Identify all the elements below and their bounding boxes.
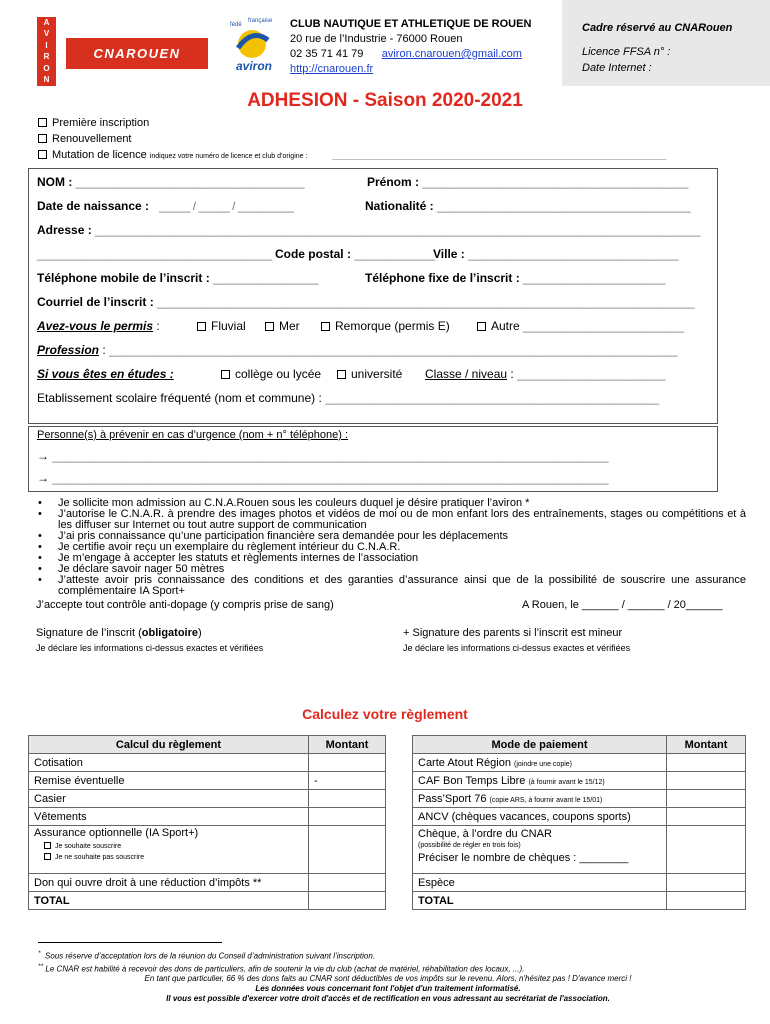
total-cell[interactable] (667, 892, 746, 910)
option-label: Mutation de licence (52, 149, 147, 161)
row-hint: (copie ARS, à fournir avant le 15/01) (489, 796, 603, 804)
table-row (413, 808, 746, 826)
club-name: CLUB NAUTIQUE ET ATHLETIQUE DE ROUEN (290, 18, 532, 30)
logo-letter: A (43, 17, 50, 27)
profession-label: Profession (37, 343, 100, 357)
option-label: Première inscription (52, 117, 150, 129)
declaration-item: • Je m’engage à accepter les statuts et règlements internes de l’association (36, 553, 746, 564)
naissance-field[interactable]: Date de naissance : _____ / _____ / _________ (37, 199, 294, 213)
ffa-logo (224, 14, 280, 74)
footnote-3: En tant que particulier, 66 % des dons faits au CNAR sont déductibles de vos impôts sur le revenu. Alors, n'hésitez pas ! D'avance merci ! (144, 974, 632, 984)
option-first[interactable] (38, 115, 666, 131)
paiement-table (412, 735, 746, 910)
paiement-header: Mode de paiement (413, 736, 667, 754)
row-label: Remise éventuelle (29, 772, 309, 790)
cheques-count-field[interactable]: Préciser le nombre de chèques : ________ (418, 852, 629, 864)
aviron-logo-strip (37, 17, 56, 86)
checkbox[interactable] (265, 322, 274, 331)
tel-mobile-label: Téléphone mobile de l’inscrit : (37, 271, 210, 285)
declaration-item: • Je sollicite mon admission au C.N.A.Rouen sous les couleurs duquel je désire pratiquer l’aviron * (36, 498, 746, 509)
etudes-label: Si vous êtes en études : (37, 367, 174, 381)
amount-cell[interactable] (309, 874, 386, 892)
footnote-2: ** Le CNAR est habilité à recevoir des dons de particuliers, afin de soutenir la vie du club (achat de matériel, réhabilitation des locaux, ...). (38, 962, 525, 974)
ffa-text-2: française (248, 18, 273, 24)
row-label: CAF Bon Temps Libre (418, 774, 526, 787)
ville-label: Ville : (433, 247, 465, 261)
etudes-option-label: collège ou lycée (235, 367, 322, 381)
permis-option-label: Remorque (permis E) (335, 319, 450, 333)
etudes-option-label: université (351, 367, 403, 381)
signature-parents[interactable]: + Signature des parents si l’inscrit est mineur (403, 627, 623, 639)
ville-field[interactable]: Ville : __________________________________ (433, 247, 679, 261)
checkbox[interactable] (321, 322, 330, 331)
row-label: ANCV (chèques vacances, coupons sports) (413, 808, 667, 826)
assurance-no[interactable] (44, 852, 303, 863)
classe-label: Classe / niveau (425, 367, 508, 381)
amount-cell[interactable] (309, 826, 386, 874)
emergency-label-text: Personne(s) à prévenir en cas d’urgence (nom + n° téléphone) : (37, 429, 349, 441)
amount-cell[interactable] (667, 874, 746, 892)
reserved-licence: Licence FFSA n° : (582, 46, 671, 58)
courriel-field[interactable]: Courriel de l’inscrit : _______________________________________________________________________________________ (37, 295, 695, 309)
table-row (413, 874, 746, 892)
row-label: Espèce (413, 874, 667, 892)
checkbox[interactable] (44, 842, 51, 849)
signature-label-end: ) (198, 627, 202, 639)
total-cell[interactable] (309, 892, 386, 910)
nom-field[interactable]: NOM : _____________________________________ (37, 175, 305, 189)
permis-option-label: Autre (491, 319, 520, 333)
declaration-item: • Je déclare savoir nager 50 mètres (36, 564, 746, 575)
amount-cell[interactable] (309, 754, 386, 772)
declaration-item: • J’autorise le C.N.A.R. à prendre des images photos et vidéos de moi ou de mon enfant lors des entraînements, stages ou compétitions et à les diffuser sur Internet ou tout autre support de communication (36, 509, 746, 531)
amount-cell[interactable]: - (309, 772, 386, 790)
permis-option-label: Mer (279, 319, 300, 333)
club-email-link[interactable]: aviron.cnarouen@gmail.com (381, 48, 522, 60)
reserved-title: Cadre réservé au CNARouen (582, 22, 733, 34)
registration-options (38, 115, 666, 165)
tel-mobile-field[interactable]: Téléphone mobile de l’inscrit : _________________ (37, 271, 319, 285)
declaration-item: • Je certifie avoir reçu un exemplaire du règlement intérieur du C.N.A.R. (36, 542, 746, 553)
nationalite-label: Nationalité : (365, 199, 434, 213)
row-label: Casier (29, 790, 309, 808)
prenom-label: Prénom : (367, 175, 420, 189)
profession-field[interactable]: Profession : ____________________________________________________________________________________________ (37, 343, 678, 357)
option-label: Renouvellement (52, 133, 132, 145)
cp-label: Code postal : (274, 247, 351, 261)
permis-remorque[interactable] (321, 319, 450, 333)
arrow-icon: → (37, 449, 49, 463)
table-row (413, 790, 746, 808)
table-row (413, 892, 746, 910)
logo-letter: R (43, 52, 50, 62)
row-label: Cotisation (29, 754, 309, 772)
declare-parents: Je déclare les informations ci-dessus exactes et vérifiées (403, 643, 631, 653)
etudes-field (37, 367, 174, 381)
checkbox[interactable] (38, 150, 47, 159)
amount-cell[interactable] (309, 808, 386, 826)
tel-fixe-field[interactable]: Téléphone fixe de l’inscrit : _______________________ (365, 271, 666, 285)
assurance-yes[interactable] (44, 841, 303, 852)
footnote-1: * Sous réserve d’acceptation lors de la réunion du Conseil d’administration suivant l’inscription. (38, 950, 375, 961)
table-row (29, 808, 386, 826)
dopage-text: J’accepte tout contrôle anti-dopage (y compris prise de sang) (36, 599, 334, 611)
checkbox[interactable] (221, 370, 230, 379)
reserved-box (562, 0, 770, 86)
tel-fixe-label: Téléphone fixe de l’inscrit : (365, 271, 520, 285)
declaration-item: • J’ai pris connaissance qu’une participation financière sera demandée pour les déplacements (36, 531, 746, 542)
checkbox[interactable] (477, 322, 486, 331)
logo-letter: O (43, 63, 50, 73)
club-phone: 02 35 71 41 79 (290, 48, 364, 60)
etudes-universite[interactable] (337, 367, 402, 381)
row-label: Vêtements (29, 808, 309, 826)
row-label: Chèque, à l’ordre du CNAR (418, 828, 552, 840)
permis-fluvial[interactable] (197, 319, 246, 333)
footnotes (38, 949, 738, 1004)
amount-cell[interactable] (309, 790, 386, 808)
declare-inscrit: Je déclare les informations ci-dessus exactes et vérifiées (36, 643, 264, 653)
signature-label: Signature de l’inscrit ( (36, 627, 142, 639)
naissance-label: Date de naissance : (37, 199, 150, 213)
permis-colon: : (153, 319, 160, 333)
montant-header: Montant (667, 736, 746, 754)
total-label: TOTAL (29, 892, 309, 910)
total-label: TOTAL (413, 892, 667, 910)
row-label: Don qui ouvre droit à une réduction d’impôts ** (29, 874, 309, 892)
table-row (413, 772, 746, 790)
footnote-4: Les données vous concernant font l'objet d'un traitement informatisé. (255, 984, 521, 994)
classe-field[interactable]: Classe / niveau : ________________________ (425, 367, 666, 381)
identity-box (28, 168, 718, 424)
amount-cell[interactable] (667, 790, 746, 808)
checkbox[interactable] (38, 118, 47, 127)
permis-option-label: Fluvial (211, 319, 246, 333)
table-row (29, 892, 386, 910)
club-info (290, 17, 531, 77)
montant-header: Montant (309, 736, 386, 754)
assurance-option-label: Je souhaite souscrire (55, 843, 122, 850)
option-mutation[interactable] (38, 147, 666, 165)
signature-required: obligatoire (141, 627, 199, 639)
assurance-label: Assurance optionnelle (IA Sport+) (34, 827, 199, 839)
etudes-college[interactable] (221, 367, 321, 381)
etablissement-label: Etablissement scolaire fréquenté (nom et commune) : (37, 391, 322, 405)
logo-letter: V (43, 29, 50, 39)
table-row (29, 772, 386, 790)
mutation-field[interactable]: ___________________________________________________________________________ (332, 151, 667, 160)
logo-brand-text: CNAROUEN (93, 46, 181, 61)
permis-mer[interactable] (265, 319, 300, 333)
permis-autre[interactable]: Autre __________________________ (477, 319, 684, 333)
amount-cell[interactable] (667, 826, 746, 874)
ffa-text-3: aviron (236, 59, 273, 73)
checkbox[interactable] (197, 322, 206, 331)
permis-label: Avez-vous le permis (37, 319, 154, 333)
club-address: 20 rue de l’Industrie - 76000 Rouen (290, 33, 463, 45)
calc-title: Calculez votre règlement (302, 706, 468, 722)
row-hint: (à fournir avant le 15/12) (528, 778, 605, 786)
cnarouen-logo (66, 38, 208, 69)
logo-letter: N (43, 75, 50, 85)
amount-cell[interactable] (667, 808, 746, 826)
emergency-line-2[interactable]: → __________________________________________________________________________________________ (37, 471, 608, 485)
adresse-field[interactable]: Adresse : __________________________________________________________________________________________________ (37, 223, 701, 237)
table-row (29, 790, 386, 808)
amount-cell[interactable] (667, 754, 746, 772)
emergency-line-1[interactable]: → __________________________________________________________________________________________ (37, 449, 608, 463)
amount-cell[interactable] (667, 772, 746, 790)
checkbox[interactable] (44, 853, 51, 860)
signature-inscrit[interactable] (36, 627, 202, 639)
courriel-label: Courriel de l’inscrit : (37, 295, 154, 309)
calcul-table (28, 735, 386, 910)
table-row (29, 754, 386, 772)
etablissement-field[interactable]: Etablissement scolaire fréquenté (nom et commune) : ______________________________________________________ (37, 391, 659, 405)
declaration-item: • J’atteste avoir pris connaissance des conditions et des garanties d’assurance ainsi que de la possibilité de souscrire une assurance complémentaire IA Sport+ (36, 575, 746, 597)
nationalite-field[interactable]: Nationalité : _________________________________________ (365, 199, 691, 213)
page-title: ADHESION - Saison 2020-2021 (247, 90, 523, 111)
reserved-date: Date Internet : (582, 62, 652, 74)
row-hint: (joindre une copie) (514, 760, 572, 768)
table-row (413, 754, 746, 772)
checkbox[interactable] (337, 370, 346, 379)
footnote-divider (38, 942, 222, 943)
row-label: Pass’Sport 76 (418, 792, 487, 805)
adresse-label: Adresse : (37, 223, 92, 237)
footnote-text: Sous réserve d’acceptation lors de la réunion du Conseil d’administration suivant l’inscription. (45, 951, 375, 961)
footnote-5: Il vous est possible d'exercer votre droit d'accès et de rectification en vous adressant au secrétariat de l'association. (166, 994, 610, 1004)
emergency-box (28, 426, 718, 492)
table-row (29, 826, 386, 874)
footnote-text: Le CNAR est habilité à recevoir des dons de particuliers, afin de soutenir la vie du club (achat de matériel, réhabilitation des locaux, ...). (45, 964, 525, 974)
row-hint: (possibilité de régler en trois fois) (418, 842, 521, 849)
lieu-date-field[interactable]: A Rouen, le ______ / ______ / 20______ (522, 599, 723, 611)
prenom-field[interactable]: Prénom : ___________________________________________ (367, 175, 688, 189)
declarations-list (36, 498, 746, 597)
arrow-icon: → (37, 471, 49, 485)
calcul-header: Calcul du règlement (29, 736, 309, 754)
cp-field[interactable]: ______________________________________ Code postal : _____________ (37, 247, 435, 261)
checkbox[interactable] (38, 134, 47, 143)
ffa-text-1: fédé (230, 22, 242, 28)
option-renew[interactable] (38, 131, 666, 147)
table-row (413, 826, 746, 874)
club-website-link[interactable]: http://cnarouen.fr (290, 63, 374, 75)
row-label: Carte Atout Région (418, 756, 511, 769)
table-row (29, 874, 386, 892)
permis-field (37, 319, 160, 333)
mutation-hint: indiquez votre numéro de licence et club d’origine : (149, 153, 308, 160)
nom-label: NOM : (37, 175, 73, 189)
assurance-option-label: Je ne souhaite pas souscrire (55, 854, 145, 861)
emergency-label (37, 429, 348, 441)
logo-letter: I (45, 40, 48, 50)
